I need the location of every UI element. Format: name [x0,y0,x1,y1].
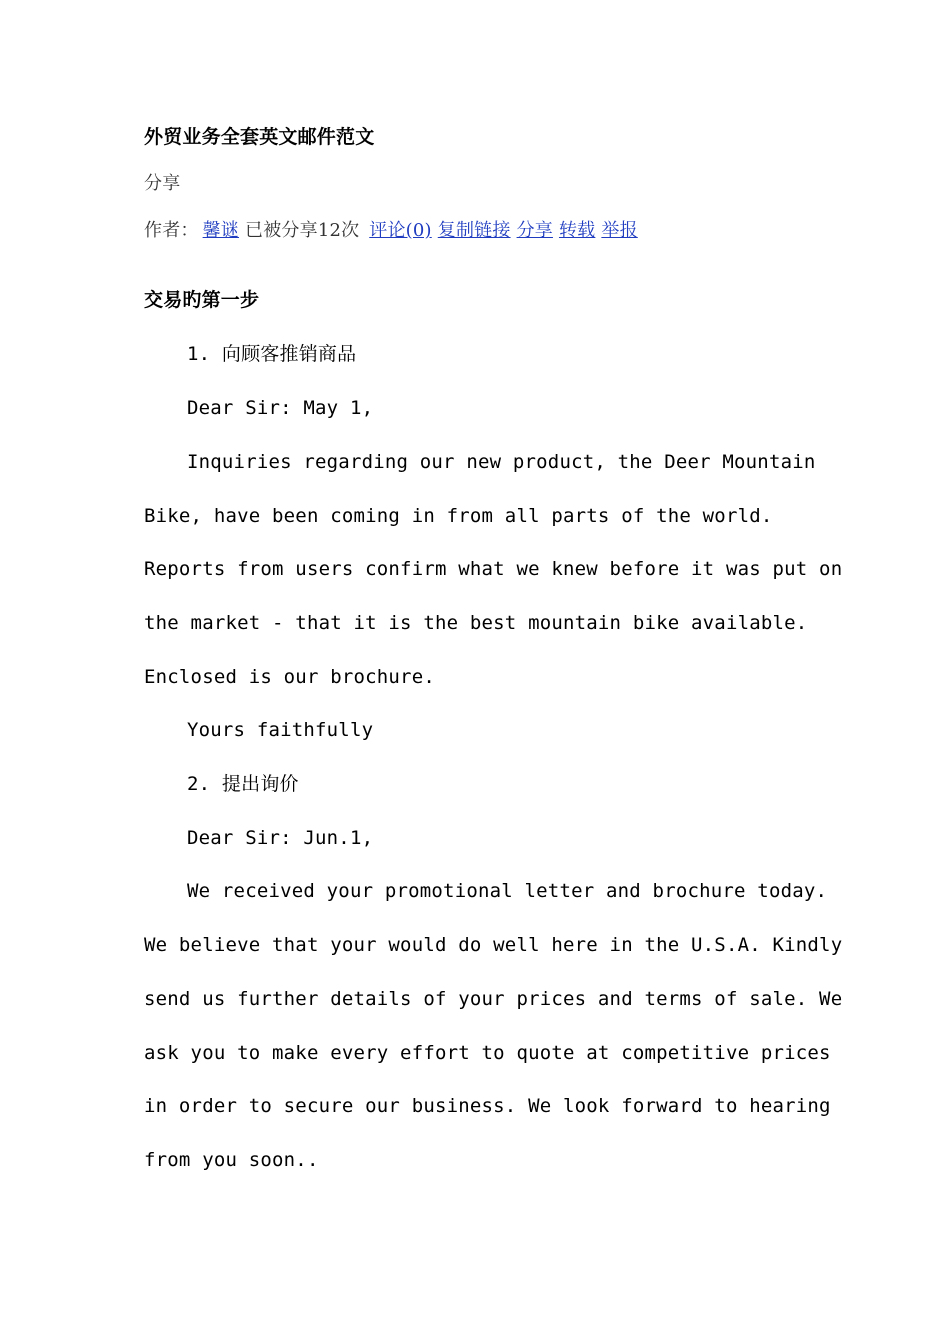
letter2-body-line: send us further details of your prices and terms of sale. We [144,988,843,1010]
section-heading: 交易旳第一步 [144,289,260,311]
letter2-body-line: in order to secure our business. We look forward to hearing [144,1095,831,1117]
repost-link[interactable]: 转载 [558,220,596,241]
author-link[interactable]: 馨谜 [202,220,240,241]
share-link[interactable]: 分享 [516,220,553,241]
report-link[interactable]: 举报 [601,220,638,241]
letter1-body-line: Bike, have been coming in from all parts of the world. [144,505,773,527]
author-prefix: 作者： [144,220,199,241]
shared-count: 已被分享12次 [245,220,360,241]
letter1-body-line: the market - that it is the best mountain bike available. [144,612,808,634]
letter1-body-line: Inquiries regarding our new product, the Deer Mountain [187,451,816,473]
letter1-greeting: Dear Sir: May 1, [187,397,374,419]
letter1-closing: Yours faithfully [187,719,374,741]
copy-link-link[interactable]: 复制链接 [437,220,511,241]
letter1-title: 1. 向顾客推销商品 [187,343,357,365]
document-title: 外贸业务全套英文邮件范文 [144,126,375,148]
letter2-greeting: Dear Sir: Jun.1, [187,827,374,849]
letter1-body-line: Enclosed is our brochure. [144,666,435,688]
share-label: 分享 [144,173,181,194]
letter2-body-line: from you soon.. [144,1149,319,1171]
letter2-body-line: We received your promotional letter and brochure today. [187,880,828,902]
letter2-body-line: ask you to make every effort to quote at competitive prices [144,1042,831,1064]
letter1-body-line: Reports from users confirm what we knew before it was put on [144,558,843,580]
letter2-body-line: We believe that your would do well here in the U.S.A. Kindly [144,934,843,956]
comment-link[interactable]: 评论(0) [369,220,432,241]
letter2-title: 2. 提出询价 [187,773,299,795]
meta-bar [144,218,644,244]
